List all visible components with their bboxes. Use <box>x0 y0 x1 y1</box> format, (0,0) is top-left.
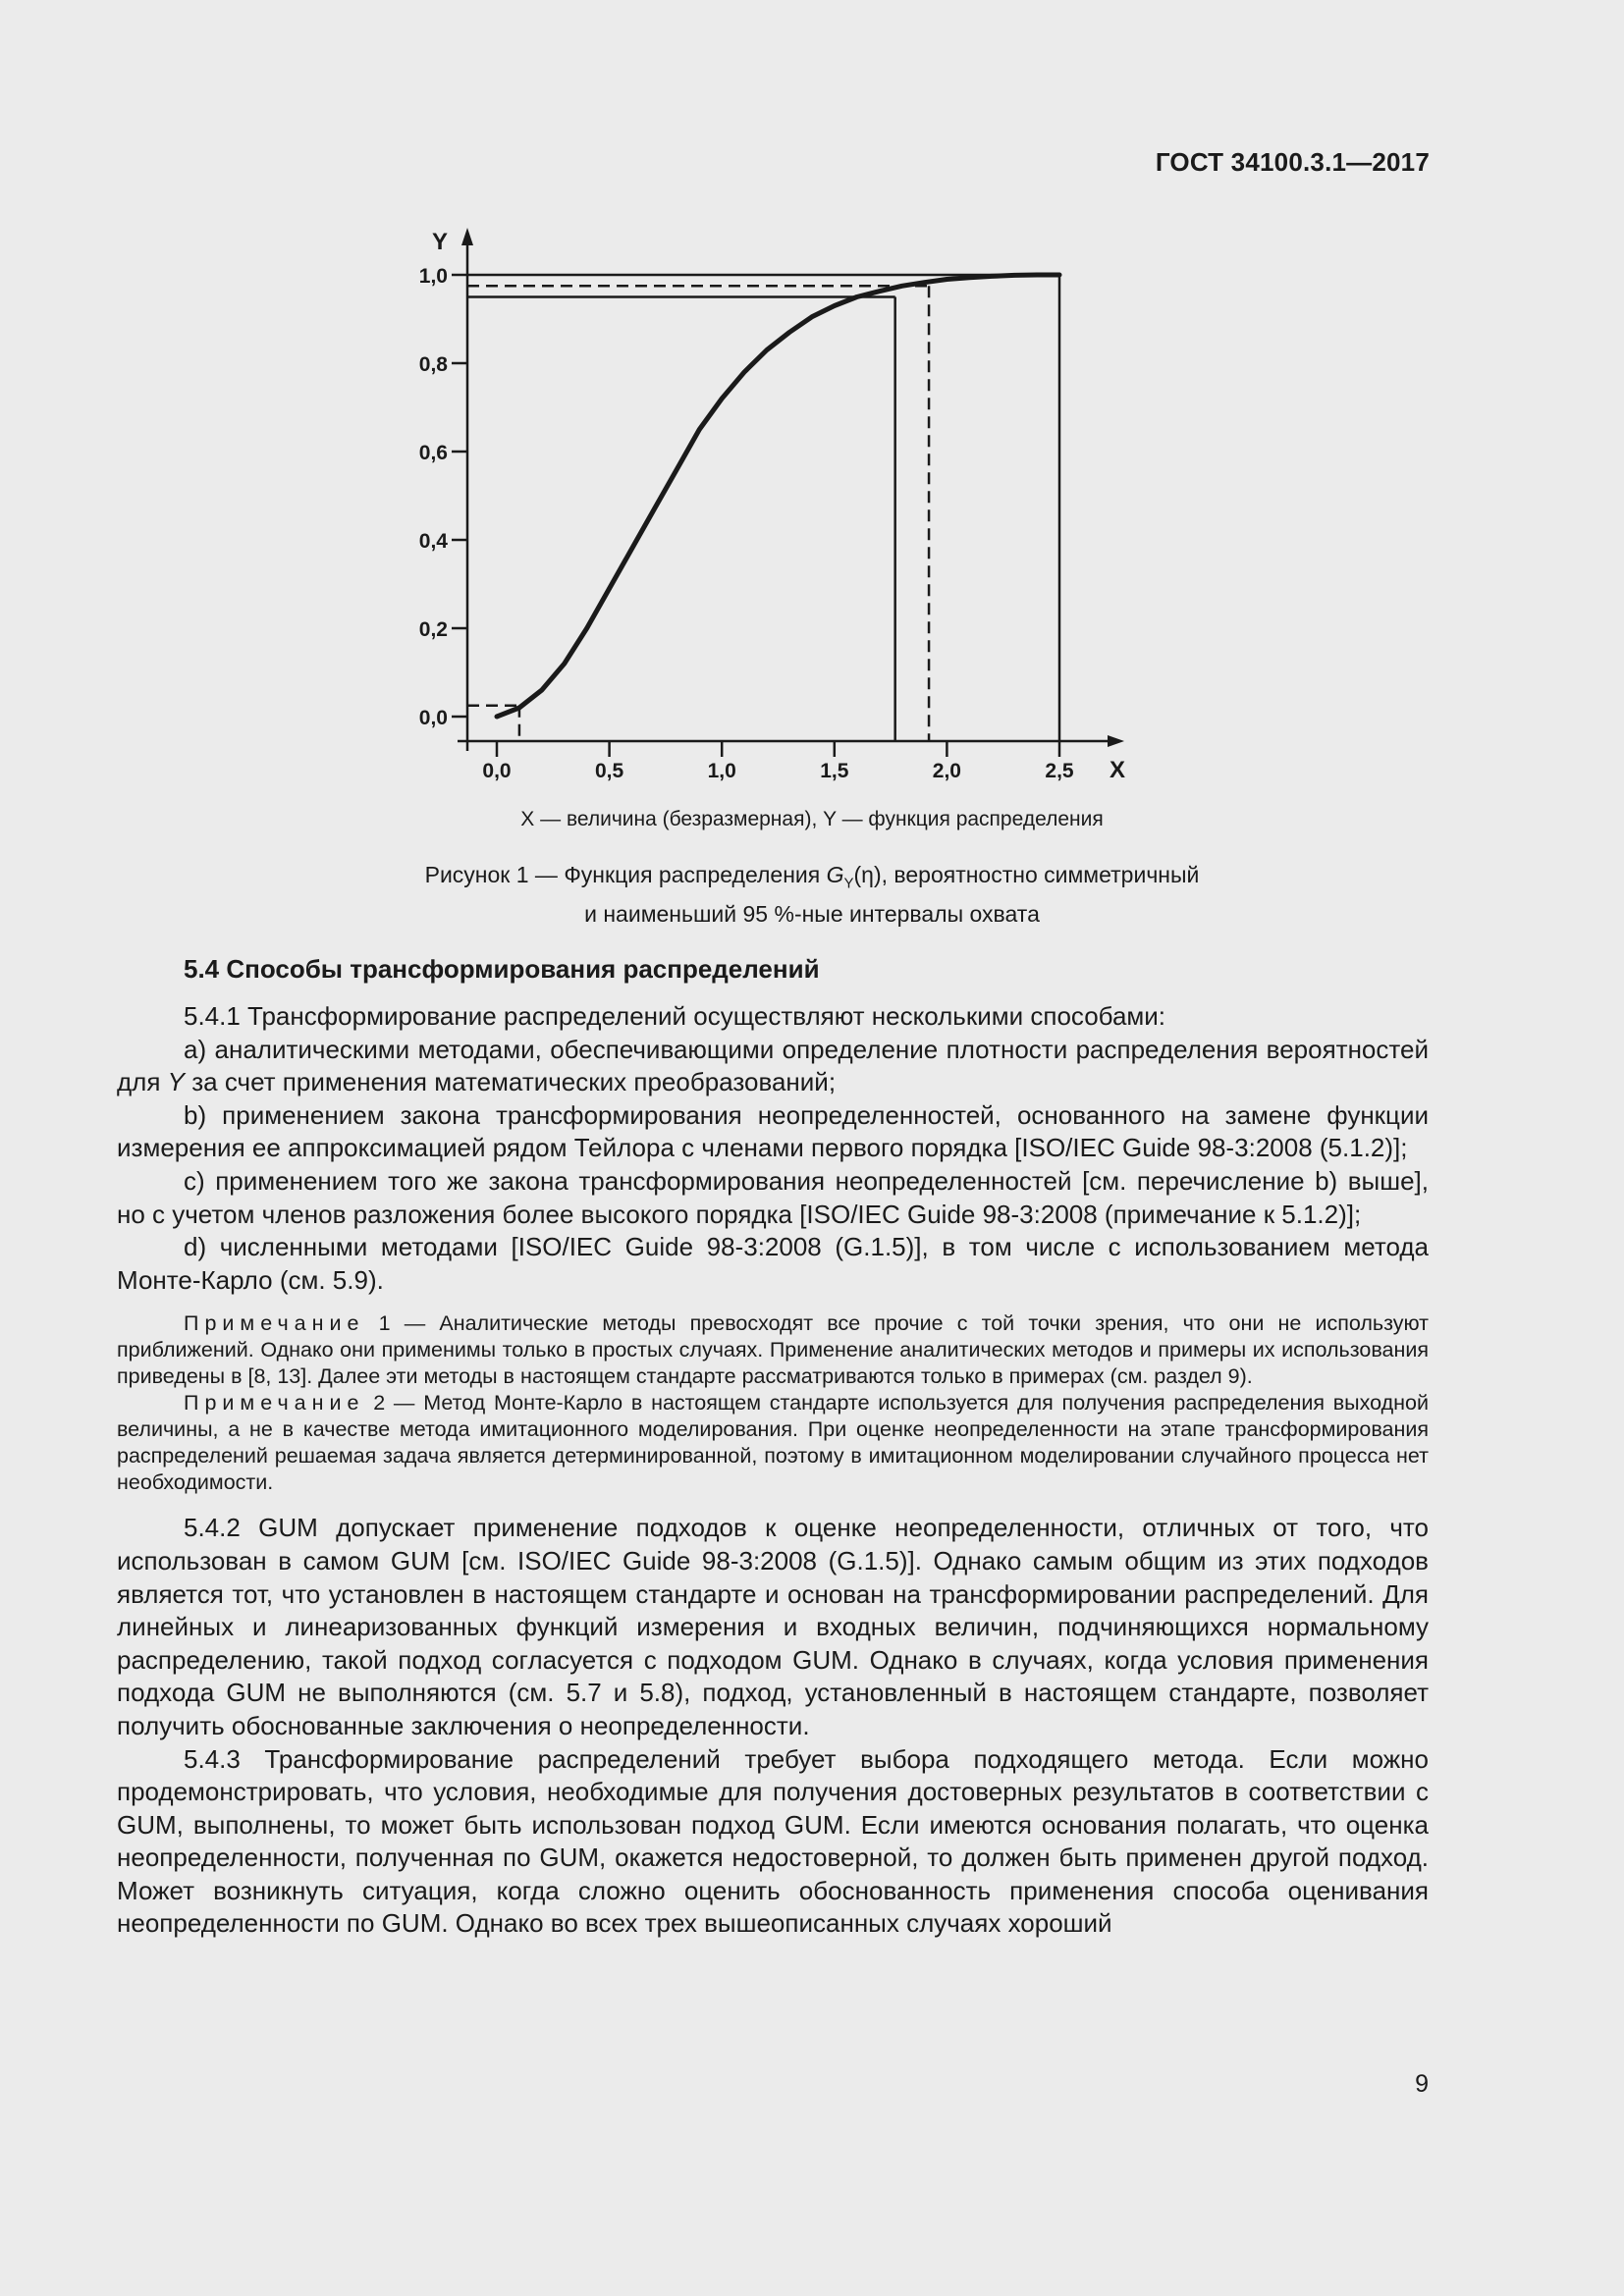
paragraph-5-4-3: 5.4.3 Трансформирование распределений требует выбора подходящего метода. Если можно продемонстрировать, что условия, необходимые для получения достоверных результатов в соответствии с GUM, выполнены, то может быть использован подход GUM. Если имеются основания полагать, что оценка неопределенности, полученная по GUM, окажется недостоверной, то должен быть применен другой подход. Может возникнуть ситуация, когда сложно оценить обоснованность применения способа оценивания неопределенности по GUM. Однако во всех трех вышеописанных случаях хороший <box>117 1743 1429 1939</box>
page-number: 9 <box>1415 2070 1429 2098</box>
x-axis-arrow <box>1108 735 1124 747</box>
x-tick-label: 1,0 <box>707 760 736 782</box>
y-axis-label: Y <box>431 229 448 255</box>
section-content <box>117 954 1429 1941</box>
list-item-b: b) применением закона трансформирования неопределенностей, основанного на замене функции измерения ее аппроксимацией рядом Тейлора с членами первого порядка [ISO/IEC Guide 98-3:2008 (5.1.2)]; <box>117 1099 1429 1163</box>
note-2-text: 2 — Метод Монте-Карло в настоящем стандарте используется для получения распределения выходной величины, а не в качестве метода имитационного моделирования. При оценке неопределенности на этапе трансформирования распределений решаемая задача является детерминированной, поэтому в имитационном моделировании случайного процесса нет необходимости. <box>117 1391 1429 1495</box>
note-1 <box>117 1310 1429 1390</box>
note-1-label: Примечание <box>184 1311 365 1336</box>
note-2 <box>117 1390 1429 1496</box>
list-item-c: c) применением того же закона трансформирования неопределенностей [см. перечисление b) выше], но с учетом членов разложения более высокого порядка [ISO/IEC Guide 98-3:2008 (примечание к 5.1.2)]; <box>117 1165 1429 1229</box>
list-item-a <box>117 1034 1429 1099</box>
y-tick-label: 0,4 <box>418 530 448 553</box>
paragraph-5-4-2: 5.4.2 GUM допускает применение подходов к оценке неопределенности, отличных от того, что использован в самом GUM [см. ISO/IEC Guide 98-3:2008 (G.1.5)]. Однако самым общим из этих подходов является тот, что установлен в настоящем стандарте и основан на трансформировании распределений. Для линейных и линеаризованных функций измерения и входных величин, подчиняющихся нормальному распределению, такой подход согласуется с подходом GUM. Однако в случаях, когда условия применения подхода GUM не выполняются (см. 5.7 и 5.8), подход, установленный в настоящем стандарте, позволяет получить обоснованные заключения о неопределенности. <box>117 1513 1429 1740</box>
distribution-curve <box>497 275 1059 717</box>
distribution-function-chart <box>0 0 1624 844</box>
document-id-header: ГОСТ 34100.3.1—2017 <box>1155 147 1430 177</box>
section-heading: 5.4 Способы трансформирования распределений <box>184 954 820 984</box>
figure-caption <box>0 860 1624 929</box>
y-tick-label: 0,6 <box>418 442 448 464</box>
x-tick-label: 0,0 <box>482 760 512 782</box>
list-item-a-text1: a) аналитическими методами, обеспечивающими определение плотности распределения вероятностей для <box>117 1034 1429 1097</box>
figure-axis-note: X — величина (безразмерная), Y — функция распределения <box>520 808 1104 830</box>
y-tick-label: 0,2 <box>418 618 448 641</box>
x-tick-label: 2,5 <box>1045 760 1074 782</box>
x-tick-label: 0,5 <box>594 760 624 782</box>
y-tick-label: 0,0 <box>418 707 448 729</box>
list-item-d: d) численными методами [ISO/IEC Guide 98-3:2008 (G.1.5)], в том числе с использованием метода Монте-Карло (см. 5.9). <box>117 1232 1429 1295</box>
notes-block <box>117 1310 1429 1496</box>
x-tick-label: 1,5 <box>820 760 849 782</box>
note-1-text: 1 — Аналитические методы превосходят все прочие с той точки зрения, что они не используют приближений. Однако они применимы только в простых случаях. Применение аналитических методов и примеры их использования приведены в [8, 13]. Далее эти методы в настоящем стандарте рассматриваются только в примерах (см. раздел 9). <box>117 1311 1429 1389</box>
paragraph-5-4-1: 5.4.1 Трансформирование распределений осуществляют несколькими способами: <box>184 1001 1166 1031</box>
x-axis-label: X <box>1110 757 1126 783</box>
figure-caption-prefix: Рисунок 1 — Функция распределения <box>424 862 827 887</box>
list-item-a-text2: за счет применения математических преобразований; <box>185 1067 837 1097</box>
y-axis-arrow <box>461 228 473 245</box>
figure-caption-line2: и наименьший 95 %-ные интервалы охвата <box>584 900 1040 927</box>
y-tick-label: 1,0 <box>418 265 448 288</box>
figure-caption-symbol: G <box>826 862 844 887</box>
figure-caption-suffix: (η), вероятностно симметричный <box>853 862 1200 887</box>
note-2-label: Примечание <box>184 1391 365 1415</box>
figure-caption-subscript: Y <box>843 875 854 892</box>
list-item-a-variable: Y <box>167 1067 185 1097</box>
y-tick-label: 0,8 <box>418 353 448 376</box>
x-tick-label: 2,0 <box>932 760 962 782</box>
